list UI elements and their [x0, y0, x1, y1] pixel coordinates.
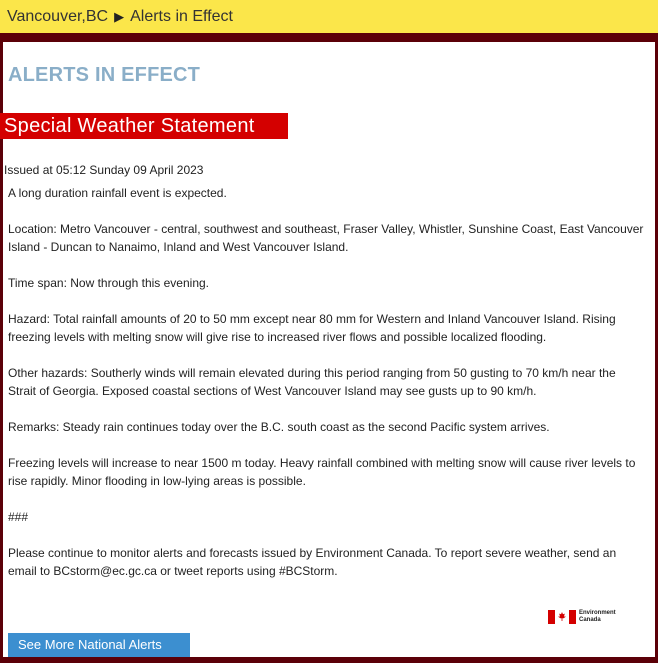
breadcrumb-separator-icon: ▶: [114, 8, 125, 24]
logo-text-line1: Environment: [579, 610, 616, 616]
page-title: ALERTS IN EFFECT: [8, 64, 201, 86]
frame-bottom-border: [3, 657, 658, 663]
alert-paragraph: Hazard: Total rainfall amounts of 20 to 50 mm except near 80 mm for Western and Inland Vancouver Island. Rising freezing levels with melting snow will give rise to increased river flows and possible localized flooding.: [8, 312, 616, 344]
alert-paragraph: Remarks: Steady rain continues today over the B.C. south coast as the second Pacific system arrives.: [8, 420, 550, 434]
breadcrumb-bar: [0, 0, 658, 33]
breadcrumb-location-link[interactable]: Vancouver,BC: [7, 7, 109, 25]
alert-body: [8, 184, 644, 598]
logo-text-line2: Canada: [579, 617, 601, 623]
alert-paragraph: Location: Metro Vancouver - central, southwest and southeast, Fraser Valley, Whistler, Sunshine Coast, East Vancouver Island - Duncan to Nanaimo, Inland and West Vancouver Island.: [8, 222, 644, 254]
alert-paragraph: Other hazards: Southerly winds will remain elevated during this period ranging from 50 gusting to 70 km/h near the Strait of Georgia. Exposed coastal sections of West Vancouver Island may see gusts up to 90 km/h.: [8, 366, 616, 398]
alert-paragraph: A long duration rainfall event is expected.: [8, 186, 227, 200]
see-more-national-alerts-button[interactable]: See More National Alerts: [8, 633, 190, 657]
alert-paragraph: Please continue to monitor alerts and forecasts issued by Environment Canada. To report severe weather, send an email to BCstorm@ec.gc.ca or tweet reports using #BCStorm.: [8, 546, 617, 578]
alert-paragraph: Time span: Now through this evening.: [8, 276, 209, 290]
breadcrumb-current: Alerts in Effect: [130, 7, 233, 25]
alert-paragraph: ###: [8, 510, 29, 524]
header-divider: [0, 33, 658, 42]
alert-type-banner: Special Weather Statement: [0, 113, 288, 139]
alert-paragraph: Freezing levels will increase to near 1500 m today. Heavy rainfall combined with melting snow will cause river levels to rise rapidly. Minor flooding in low-lying areas is possible.: [8, 456, 636, 488]
environment-canada-logo: [548, 610, 616, 624]
issued-timestamp: Issued at 05:12 Sunday 09 April 2023: [4, 163, 204, 177]
canada-flag-icon: [548, 610, 576, 624]
logo-text: [579, 610, 616, 624]
